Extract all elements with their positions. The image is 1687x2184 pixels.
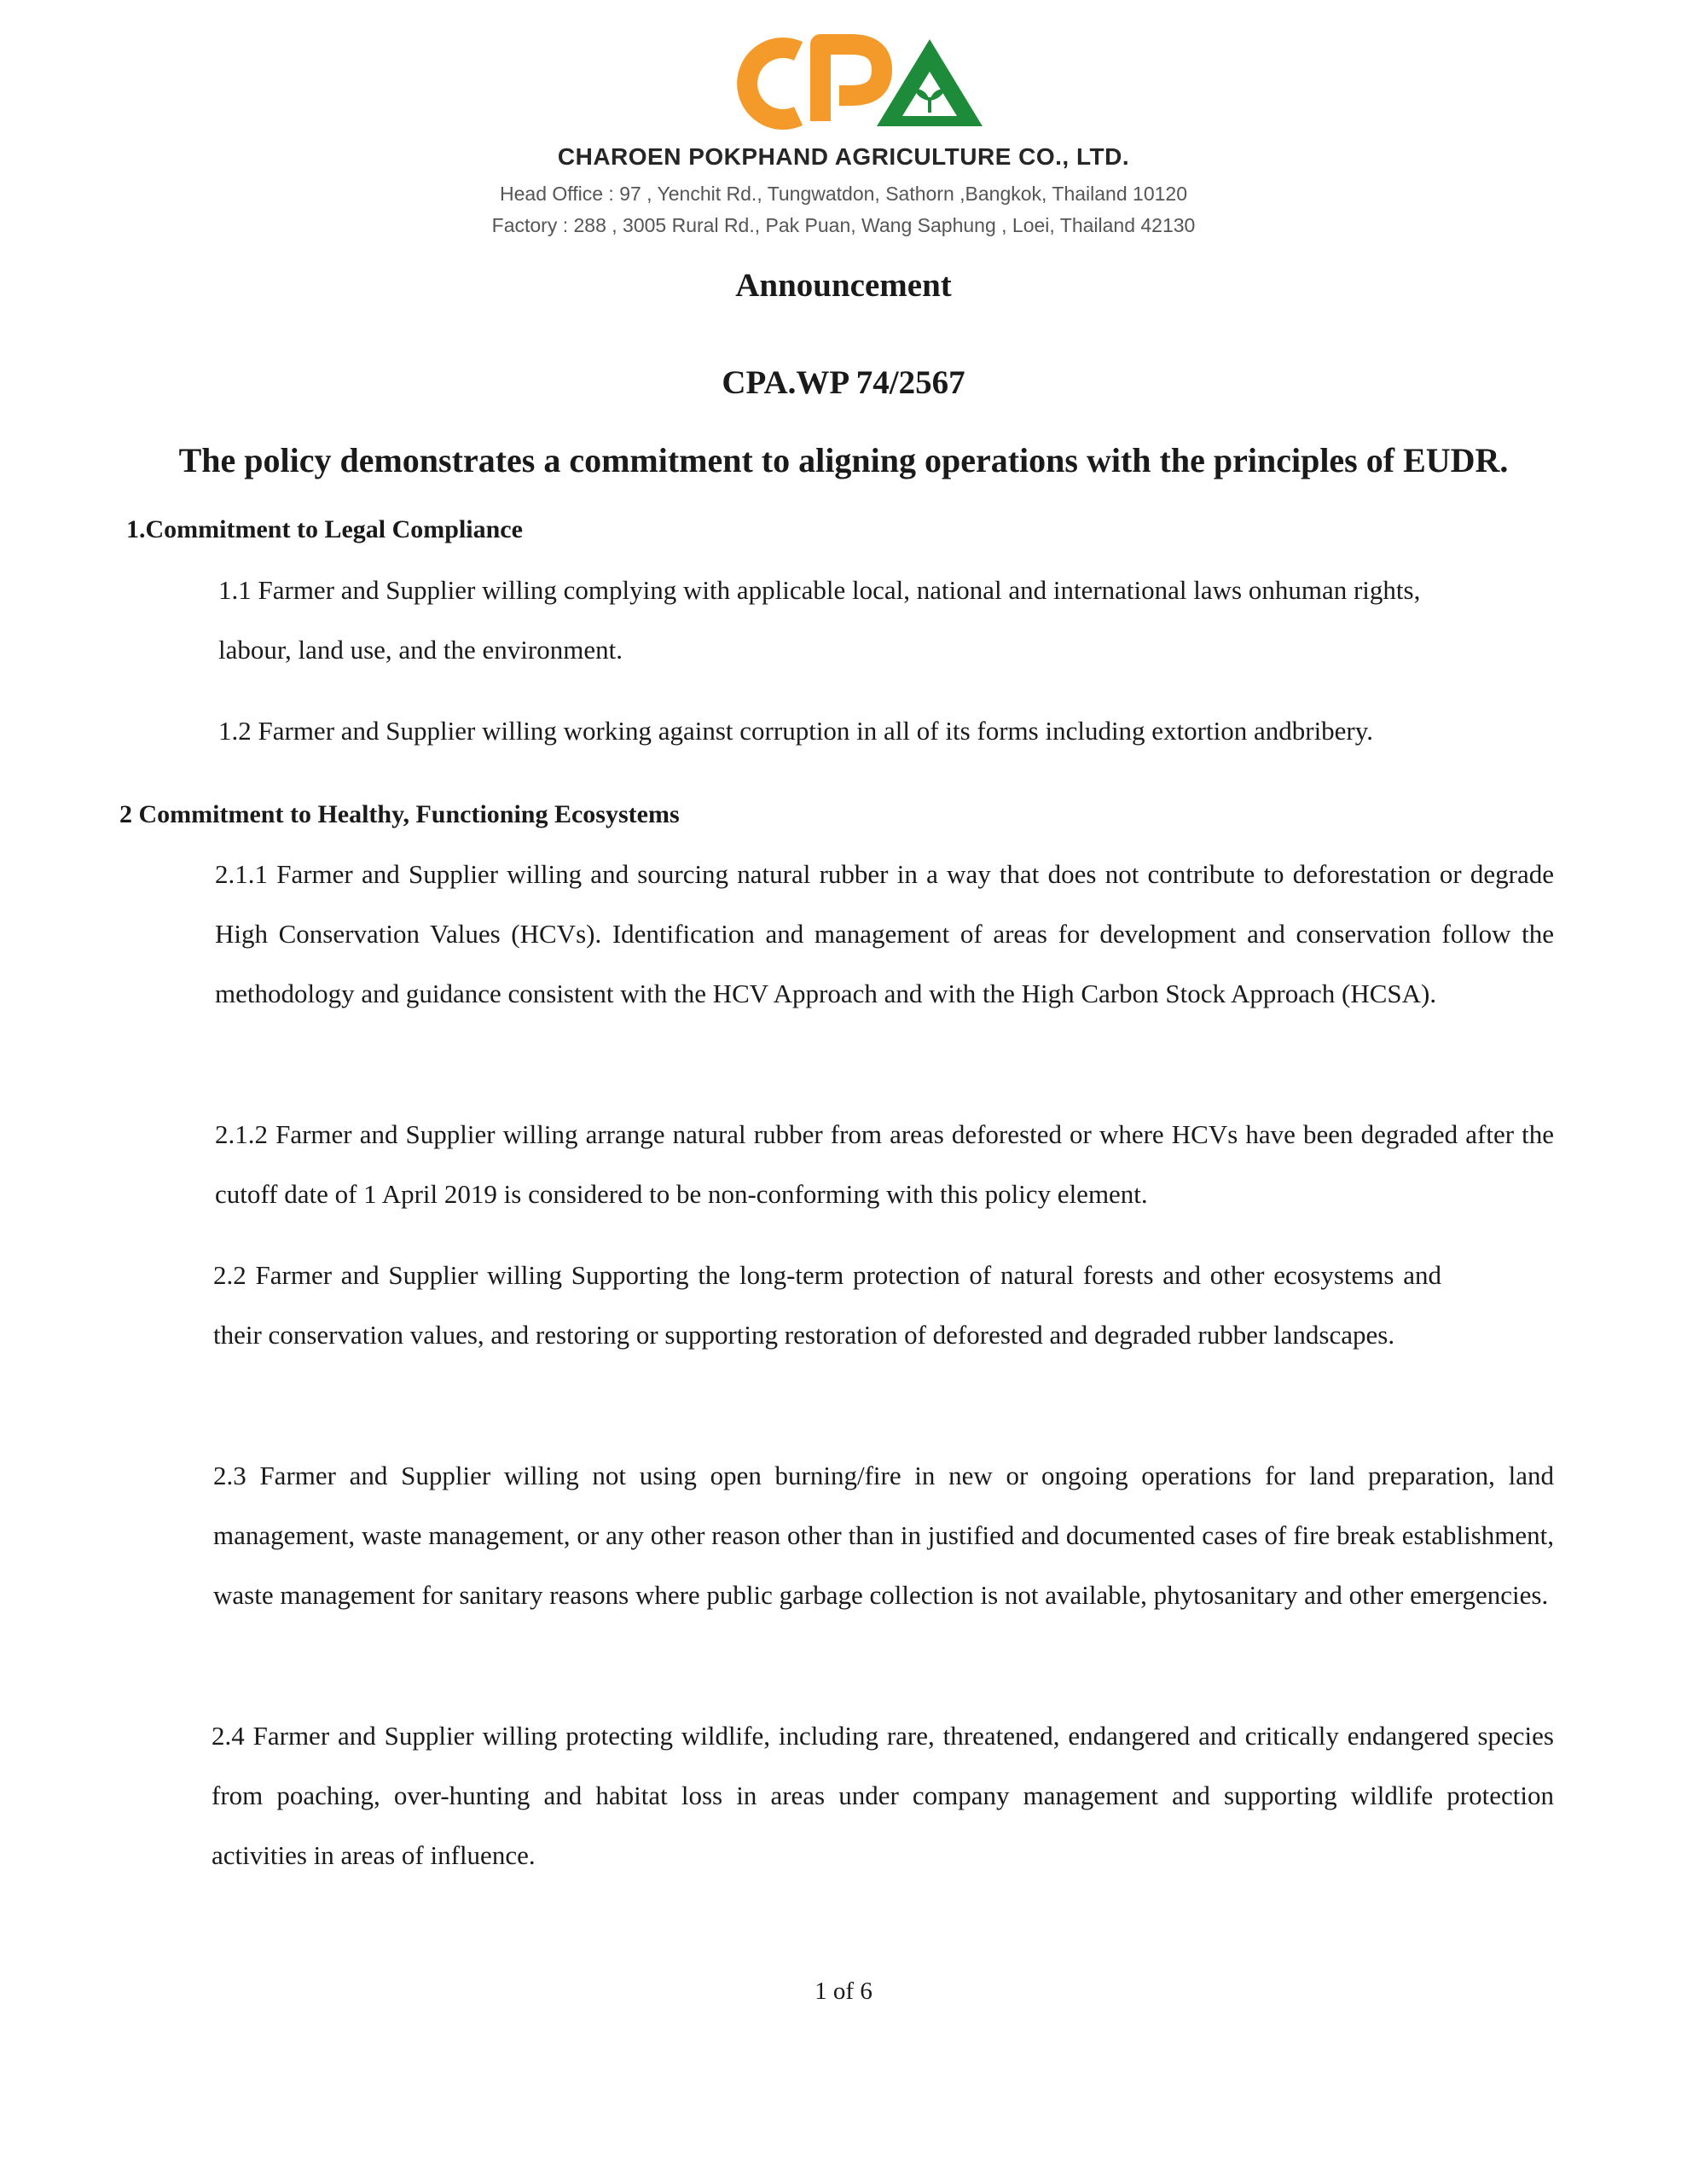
section-heading-legal-compliance: 1.Commitment to Legal Compliance [126, 515, 523, 543]
clause-2-3: 2.3 Farmer and Supplier willing not using open burning/fire in new or ongoing operations for land preparation, land management, waste management, or any other reason other than in justified and documented cases of fire break establishment, waste management for sanitary reasons where public garbage collection is not available, phytosanitary and other emergencies. [213, 1461, 1554, 1610]
clause-1-1: 1.1 Farmer and Supplier willing complying with applicable local, national and international laws onhuman rights, labour, land use, and the environment. [218, 575, 1421, 665]
page-number: 1 of 6 [815, 1978, 872, 2005]
cpa-logo [732, 32, 1005, 135]
head-office-address: Head Office : 97 , Yenchit Rd., Tungwatdon, Sathorn ,Bangkok, Thailand 10120 [500, 183, 1187, 205]
document-number: CPA.WP 74/2567 [722, 364, 965, 401]
factory-address: Factory : 288 , 3005 Rural Rd., Pak Puan, Wang Saphung , Loei, Thailand 42130 [491, 214, 1196, 236]
clause-2-4: 2.4 Farmer and Supplier willing protecting wildlife, including rare, threatened, endangered and critically endangered species from poaching, over-hunting and habitat loss in areas under company management and supporting wildlife protection activities in areas of influence. [212, 1721, 1554, 1870]
clause-2-1-1: 2.1.1 Farmer and Supplier willing and sourcing natural rubber in a way that does not contribute to deforestation or degrade High Conservation Values (HCVs). Identification and management of areas for development and conservation follow the methodology and guidance consistent with the HCV Approach and with the High Carbon Stock Approach (HCSA). [215, 859, 1554, 1008]
announcement-heading: Announcement [735, 267, 952, 304]
clause-2-2: 2.2 Farmer and Supplier willing Supporting the long-term protection of natural forests and other ecosystems and their conservation values, and restoring or supporting restoration of deforested and degraded rubber landscapes. [213, 1260, 1441, 1350]
clause-1-2: 1.2 Farmer and Supplier willing working against corruption in all of its forms including extortion andbribery. [218, 716, 1373, 746]
clause-2-1-2: 2.1.2 Farmer and Supplier willing arrange natural rubber from areas deforested or where HCVs have been degraded after the cutoff date of 1 April 2019 is considered to be non-conforming with this policy element. [215, 1119, 1554, 1209]
policy-title: The policy demonstrates a commitment to aligning operations with the principles of EUDR. [178, 441, 1509, 479]
section-heading-ecosystems: 2 Commitment to Healthy, Functioning Ecosystems [119, 800, 680, 828]
company-name: CHAROEN POKPHAND AGRICULTURE CO., LTD. [557, 143, 1130, 170]
